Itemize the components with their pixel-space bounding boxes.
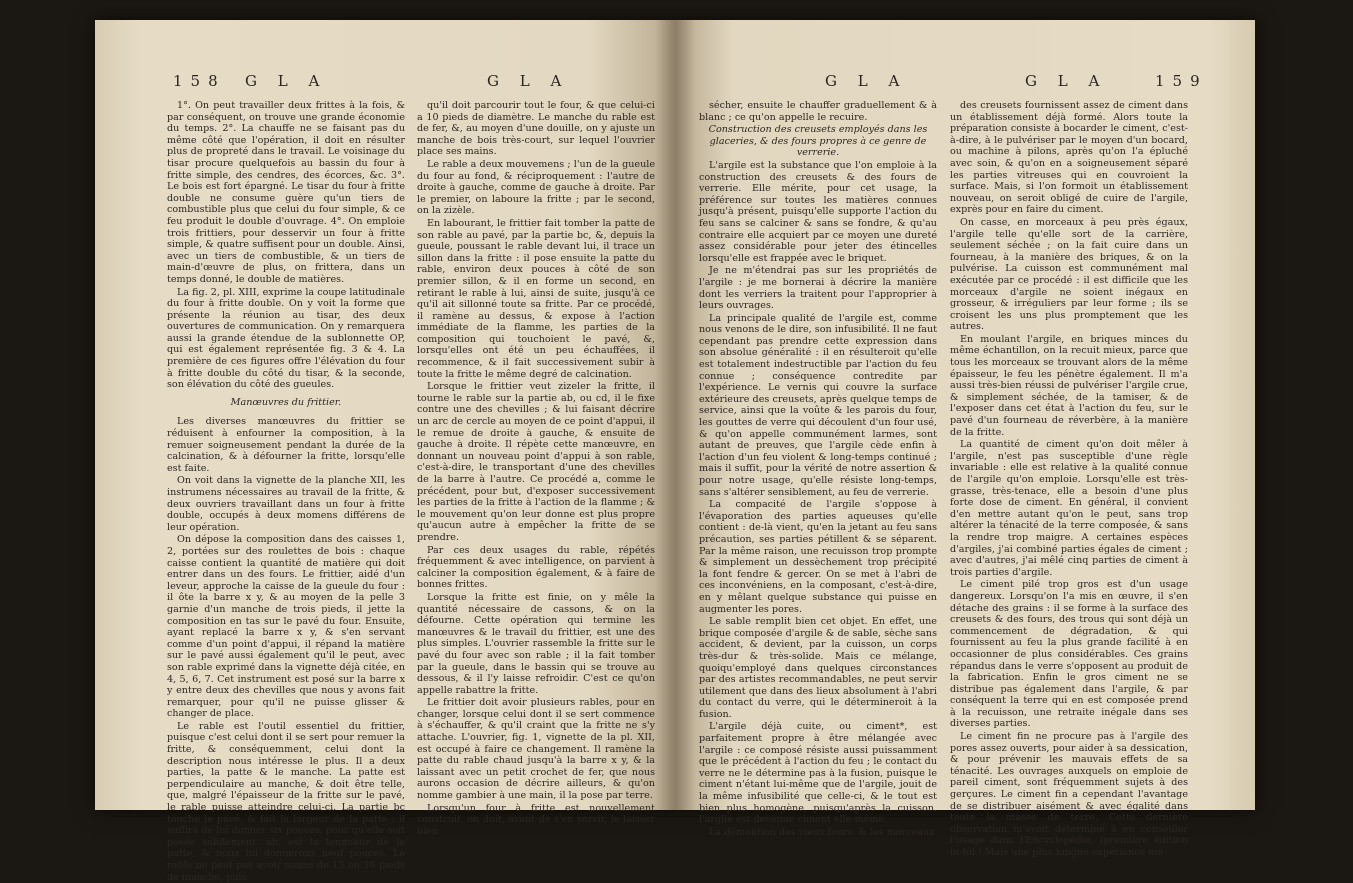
paragraph: Lorsqu'un four à fritte est nouvellement construit, on doit, avant de s'en servir, le laisser bien (417, 802, 655, 837)
paragraph: Je ne m'étendrai pas sur les propriétés de l'argile : je me bornerai à décrire la manière dont les verriers la traitent pour l'approprier à leurs ouvrages. (699, 265, 937, 312)
book-gutter (655, 20, 695, 810)
page-number-left: 158 (173, 72, 226, 90)
running-head-left-2: G L A (487, 72, 570, 90)
page-number-right: 159 (1155, 72, 1208, 90)
paragraph: Par ces deux usages du rable, répétés fréquemment & avec intelligence, on parvient à calciner la composition également, & à faire de bonnes frittes. (417, 544, 655, 591)
running-head-right-1: G L A (825, 72, 908, 90)
paragraph: Le ciment fin ne procure pas à l'argile des pores assez ouverts, pour aider à sa dessication, & pour prévenir les mauvais effets de sa ténacité. Les ouvrages auxquels on emploie de pareil ciment, sont fréquemment sujets à des gerçures. Le ciment fin a cependant l'avantage de se distribuer aisément & avec égalité dans toute la masse de terre. Cette dernière observation m'avoit déterminé à en conseiller l'usage dans l'Encyclopédie, (première édition in-fol.) Mais une plus longue expérience me (950, 731, 1188, 858)
paragraph: La compacité de l'argile s'oppose à l'évaporation des parties aqueuses qu'elle contient : de-là vient, qu'en la jetant au feu sans précaution, ses parties pétillent & se séparent. Par la même raison, une recuisson trop prompte & simplement un dessèchement trop précipité la font fendre & gercer. On se met à l'abri de ces inconvéniens, en la composant, c'est-à-dire, en y mêlant quelque substance qui puisse en augmenter les pores. (699, 499, 937, 615)
right-page-column-2 (950, 100, 1188, 858)
left-page-header (95, 72, 675, 96)
paragraph: L'argile est la substance que l'on emploie à la construction des creusets & des fours de verrerie. Elle mérite, pour cet usage, la préférence sur toutes les matières connues jusqu'à présent, puisqu'elle supporte l'action du feu sans se calciner & sans se fondre, & qu'au contraire elle acquiert par ce moyen une dureté assez considérable pour jeter des étincelles lorsqu'elle est frappée avec le briquet. (699, 159, 937, 264)
paragraph: Les diverses manœuvres du frittier se réduisent à enfourner la composition, à la remuer soigneusement pendant la durée de la calcination, & à défourner la fritte, lorsqu'elle est faite. (167, 416, 405, 474)
right-page-column-1 (699, 100, 937, 838)
paragraph: La quantité de ciment qu'on doit mêler à l'argile, n'est pas susceptible d'une règle invariable : elle est relative à la qualité connue de l'argile qu'on emploie. Lorsqu'elle est très-grasse, très-tenace, elle a besoin d'une plus forte dose de ciment. En général, il convient d'en mettre autant qu'on le peut, sans trop altérer la ténacité de la terre composée, & sans la rendre trop maigre. A certaines espèces d'argiles, j'ai combiné parties égales de ciment ; avec d'autres, j'ai mêlé cinq parties de ciment à trois parties d'argile. (950, 439, 1188, 578)
book-spread (95, 20, 1255, 883)
paragraph: Le rable a deux mouvemens ; l'un de la gueule du four au fond, & réciproquement : l'autre de droite à gauche, comme de gauche à droite. Par le premier, on laboure la fritte ; par le second, on la zizèle. (417, 158, 655, 217)
left-page-column-1 (167, 100, 405, 883)
paragraph: Lorsque la fritte est finie, on y mêle la quantité nécessaire de cassons, & on la défourne. Cette opération qui termine les manœuvres & le travail du frittier, est une des plus simples. L'ouvrier rassemble la fritte sur le pavé du four avec son rable ; il la fait tomber par la gueule, dans le bassin qui se trouve au dessous, & il l'y laisse refroidir. C'est ce qu'on appelle rabattre la fritte. (417, 591, 655, 696)
paragraph: qu'il doit parcourir tout le four, & que celui-ci a 10 pieds de diamètre. Le manche du rable est de fer, &, au moyen d'une douille, on y ajuste un manche de bois très-court, sur lequel l'ouvrier place ses mains. (417, 100, 655, 158)
paragraph: Lorsque le frittier veut zizeler la fritte, il tourne le rable sur la partie ab, ou cd, il le fixe contre une des chevilles ; & lui faisant décrire un arc de cercle au moyen de ce point d'appui, il le remue de droite à gauche, & ensuite de gauche à droite. Il répète cette manœuvre, en donnant un nouveau point d'appui à son rable, c'est-à-dire, le transportant d'une des chevilles de la barre à l'autre. Ce procédé a, comme le précédent, pour but, d'exposer successivement les parties de la fritte à l'action de la flamme ; & le mouvement qu'on leur donne est plus propre qu'aucun autre à empêcher la fritte de se prendre. (417, 381, 655, 543)
paragraph: L'argile déjà cuite, ou ciment*, est parfaitement propre à être mélangée avec l'argile : ce composé résiste aussi puissamment que le précédent à l'action du feu ; le contact du verre ne le détermine pas à la fusion, puisque le ciment n'étant lui-même que de l'argile, jouit de la même infusibilité que celle-ci, & le tout est bien plus homogène, puisqu'après la cuisson, l'argile est devenue ciment elle-même. (699, 721, 937, 826)
left-page (95, 20, 675, 883)
running-head-left-1: G L A (245, 72, 328, 90)
running-head-right-2: G L A (1025, 72, 1108, 90)
paragraph: La principale qualité de l'argile est, comme nous venons de le dire, son infusibilité. Il ne faut cependant pas prendre cette expression dans son absolue généralité : il en résulteroit qu'elle est totalement indestructible par l'action du feu connue ; conséquence contredite par l'expérience. Le vernis qui couvre la surface extérieure des creusets, après quelque temps de service, ainsi que la voûte & les parois du four, les gouttes de verre qui découlent d'un four usé, & qu'on appelle communément larmes, sont autant de preuves, que l'argile cède enfin à l'action d'un feu violent & long-temps continué ; mais il suffit, pour la vérité de notre assertion & pour notre usage, qu'elle résiste long-temps, sans s'altérer sensiblement, au feu de verrerie. (699, 312, 937, 498)
right-page (675, 20, 1255, 858)
section-heading: Construction des creusets employés dans les glaceries, & des fours propres à ce genre de verrerie. (708, 124, 928, 159)
left-page-column-2 (417, 100, 655, 837)
paragraph: Le frittier doit avoir plusieurs rables, pour en changer, lorsque celui dont il se sert commence à s'échauffer, & qu'il craint que la fritte ne s'y attache. L'ouvrier, fig. 1, vignette de la pl. XII, est occupé à faire ce changement. Il ramène la patte du rable chaud jusqu'à la barre x y, & la laissant avec un petit crochet de fer, que nous aurons occasion de décrire ailleurs, & qu'on nomme gambier à une main, il la pose par terre. (417, 697, 655, 802)
paragraph: On casse, en morceaux à peu près égaux, l'argile telle qu'elle sort de la carrière, seulement séchée ; on la fait cuire dans un fourneau, à la manière des briques, & on la pulvérise. La cuisson est communément mal exécutée par ce procédé : il est difficile que les morceaux d'argile ne soient inégaux en grosseur, & irréguliers par leur forme ; ils se croisent les uns plus promptement que les autres. (950, 216, 1188, 333)
paragraph: Le rable est l'outil essentiel du frittier, puisque c'est celui dont il se sert pour remuer la fritte, & conséquemment, celui dont la description nous intéresse le plus. Il a deux parties, la patte & le manche. La patte est perpendiculaire au manche, & doit être telle, que, malgré l'épaisseur de la fritte sur le pavé, le rable puisse atteindre celui-ci. La partie bc touche le pavé, & fait la largeur de la patte : il suffira de lui donner six pouces, pour qu'elle soit posée solidement. ab, est la longueur de la patte, & nous lui donnerons neuf pouces. Le rable ne peut pas avoir moins de 15 ou 16 pieds de manche, puis- (167, 720, 405, 883)
paragraph: On dépose la composition dans des caisses 1, 2, portées sur des roulettes de bois : chaque caisse contient la quantité de matière qui doit entrer dans un des fours. Le frittier, aidé d'un leveur, approche la caisse de la gueule du four : il ôte la barre x y, & au moyen de la pelle 3 garnie d'un manche de trois pieds, il jette la composition en tas sur le pavé du four. Ensuite, ayant replacé la barre x y, & s'en servant comme d'un point d'appui, il répand la matière sur le pavé aussi également qu'il le peut, avec son rable exprimé dans la vignette déjà citée, en 4, 5, 6, 7. Cet instrument est posé sur la barre x y entre deux des chevilles que nous y avons fait remarquer, pour qu'il ne puisse glisser & changer de place. (167, 534, 405, 720)
paragraph: La fig. 2, pl. XIII, exprime la coupe latitudinale du four à fritte double. On y voit la forme que présente la réunion au tisar, des deux ouvertures de communication. On y remarquera aussi la grande étendue de la sublonnette OP, qui est également représentée fig. 3 & 4. La première de ces figures offre l'élévation du four à fritte double du côté du tisar, & la seconde, son élévation du côté des gueules. (167, 286, 405, 391)
paragraph: des creusets fournissent assez de ciment dans un établissement déjà formé. Alors toute la préparation consiste à bocarder le ciment, c'est-à-dire, à le pulvériser par le moyen d'un bocard, ou machine à pilons, après qu'on l'a épluché avec soin, & qu'on en a soigneusement séparé les parties vitreuses qui en couvroient la surface. Mais, si l'on formoit un établissement nouveau, on seroit obligé de cuire de l'argile, exprès pour en faire du ciment. (950, 100, 1188, 216)
paragraph: En moulant l'argile, en briques minces du même échantillon, on la recuit mieux, parce que tous les morceaux se trouvant alors de la même épaisseur, le feu les pénètre également. Il m'a aussi très-bien réussi de pulvériser l'argile crue, & simplement séchée, de la tamiser, & de l'exposer dans cet état à l'action du feu, sur le pavé d'un fourneau de réverbère, à la manière de la fritte. (950, 333, 1188, 438)
section-heading: Manœuvres du frittier. (230, 396, 342, 408)
right-page-header (675, 72, 1255, 96)
paragraph: La démolition des vieux fours, & les morceaux (709, 826, 935, 838)
paragraph: 1°. On peut travailler deux frittes à la fois, & par conséquent, on trouve une grande économie du temps. 2°. La chauffe ne se faisant pas du même côté que l'opération, il doit en résulter plus de propreté dans le travail. Le voisinage du tisar procure quelquefois au bassin du four à fritte simple, des cendres, des écorces, &c. 3°. Le bois est fort épargné. Le tisar du four à fritte double ne consume guère qu'un tiers de combustible plus que celui du four simple, & ce feu produit le double d'ouvrage. 4°. On emploie trois frittiers, pour desservir un four à fritte simple, & quatre suffisent pour un double. Ainsi, avec un tiers de combustible, & un tiers de main-d'œuvre de plus, on frittera, dans un temps donné, le double de matières. (167, 100, 405, 285)
paragraph: En labourant, le frittier fait tomber la patte de son rable au pavé, par la partie bc, &, depuis la gueule, poussant le rable devant lui, il trace un sillon dans la fritte : il pose ensuite la patte du rable, environ deux pouces à côté de son premier sillon, & il en forme un second, en retirant le rable à lui, ainsi de suite, jusqu'à ce qu'il ait sillonné toute sa fritte. Par ce procédé, il ramène au dessus, & expose à l'action immédiate de la flamme, les parties de la composition qui touchoient le pavé, &, lorsqu'elles ont été un peu échauffées, il recommence, & il fait successivement subir à toute la fritte le même degré de calcination. (417, 217, 655, 380)
paragraph: On voit dans la vignette de la planche XII, les instrumens nécessaires au travail de la fritte, & deux ouvriers travaillant dans un four à fritte double, occupés à deux momens différens de leur opération. (167, 475, 405, 533)
paragraph: Le ciment pilé trop gros est d'un usage dangereux. Lorsqu'on l'a mis en œuvre, il s'en détache des grains : il se forme à la surface des creusets & des fours, des trous qui sont déjà un commencement de dégradation, & qui fournissent au feu la plus grande facilité à en occasionner de plus considérables. Ces grains répandus dans le verre s'opposent au produit de la fabrication. Enfin le gros ciment ne se distribue pas également dans l'argile, & par conséquent la terre qui en est composée prend à la recuisson, une retraite inégale dans ses diverses parties. (950, 579, 1188, 730)
paragraph: Le sable remplit bien cet objet. En effet, une brique composée d'argile & de sable, sèche sans accident, & devient, par la cuisson, un corps très-dur & très-solide. Mais ce mélange, quoiqu'employé dans quelques circonstances par des artistes recommandables, ne peut servir utilement que dans des lieux absolument à l'abri du contact du verre, qui le détermineroit à la fusion. (699, 616, 937, 720)
paragraph: sécher, ensuite le chauffer graduellement & à blanc ; ce qu'on appelle le recuire. (699, 100, 937, 123)
